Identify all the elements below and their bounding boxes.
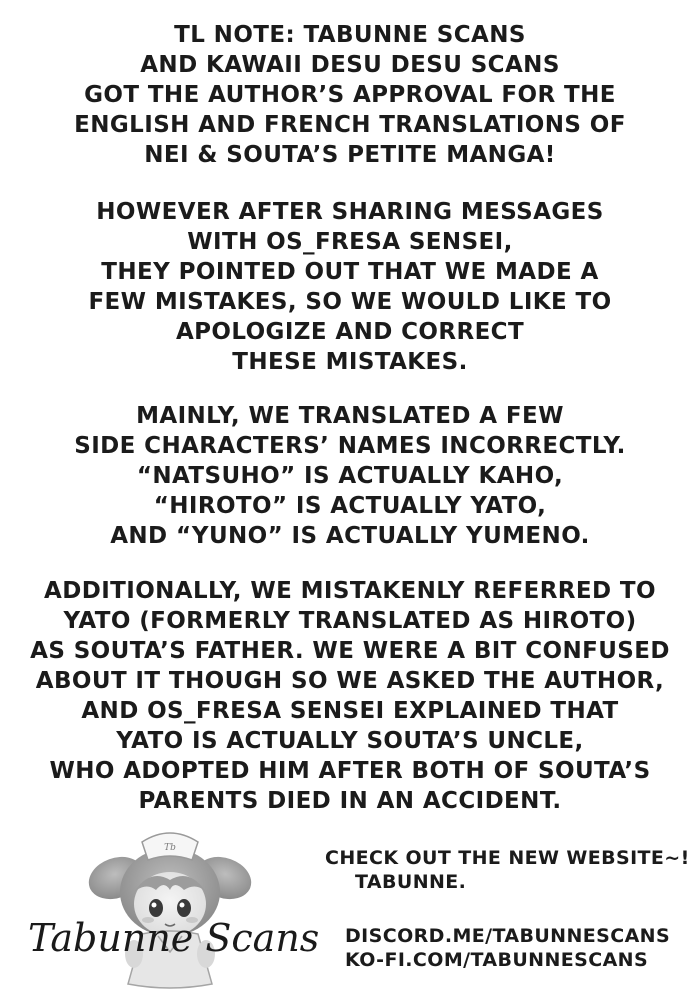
text-line: “NATSUHO” IS ACTUALLY KAHO,	[136, 463, 564, 489]
website-callout-text: CHECK OUT THE NEW WEBSITE~!	[325, 847, 690, 869]
paragraph-relationship-correction	[30, 576, 670, 816]
text-line: WITH OS_FRESA SENSEI,	[187, 229, 513, 255]
text-line: YATO IS ACTUALLY SOUTA’S UNCLE,	[116, 728, 584, 754]
text-line: AND KAWAII DESU DESU SCANS	[140, 52, 560, 78]
paragraph-name-corrections	[30, 401, 670, 551]
kofi-link[interactable]: KO-FI.COM/TABUNNESCANS	[345, 949, 649, 971]
text-line: THESE MISTAKES.	[232, 349, 468, 375]
text-line: NEI & SOUTA’S PETITE MANGA!	[144, 142, 556, 168]
text-line: WHO ADOPTED HIM AFTER BOTH OF SOUTA’S	[49, 758, 651, 784]
text-line: YATO (FORMERLY TRANSLATED AS HIROTO)	[63, 608, 637, 634]
tabunne-scans-logo: Tabunne Scans	[28, 916, 320, 960]
text-line: AND OS_FRESA SENSEI EXPLAINED THAT	[81, 698, 619, 724]
text-line: AND “YUNO” IS ACTUALLY YUMENO.	[110, 523, 590, 549]
text-line: TL NOTE: TABUNNE SCANS	[174, 22, 526, 48]
paragraph-apology	[30, 197, 670, 377]
website-link[interactable]: TABUNNE.	[355, 871, 467, 893]
chibi-nurse-mascot-icon	[70, 820, 270, 990]
discord-link[interactable]: DISCORD.ME/TABUNNESCANS	[345, 925, 671, 947]
text-line: GOT THE AUTHOR’S APPROVAL FOR THE	[84, 82, 616, 108]
svg-text:Tb: Tb	[164, 843, 176, 853]
text-line: ENGLISH AND FRENCH TRANSLATIONS OF	[74, 112, 626, 138]
text-line: ADDITIONALLY, WE MISTAKENLY REFERRED TO	[44, 578, 656, 604]
text-line: SIDE CHARACTERS’ NAMES INCORRECTLY.	[74, 433, 626, 459]
text-line: THEY POINTED OUT THAT WE MADE A	[101, 259, 599, 285]
text-line: APOLOGIZE AND CORRECT	[175, 319, 525, 345]
text-line: “HIROTO” IS ACTUALLY YATO,	[153, 493, 547, 519]
website-callout	[325, 846, 690, 894]
text-line: AS SOUTA’S FATHER. WE WERE A BIT CONFUSED	[30, 638, 670, 664]
text-line: HOWEVER AFTER SHARING MESSAGES	[96, 199, 604, 225]
text-line: FEW MISTAKES, SO WE WOULD LIKE TO	[88, 289, 612, 315]
text-line: MAINLY, WE TRANSLATED A FEW	[136, 403, 564, 429]
text-line: PARENTS DIED IN AN ACCIDENT.	[138, 788, 562, 814]
social-links	[345, 924, 700, 972]
text-line: ABOUT IT THOUGH SO WE ASKED THE AUTHOR,	[35, 668, 665, 694]
paragraph-approval	[30, 20, 670, 170]
